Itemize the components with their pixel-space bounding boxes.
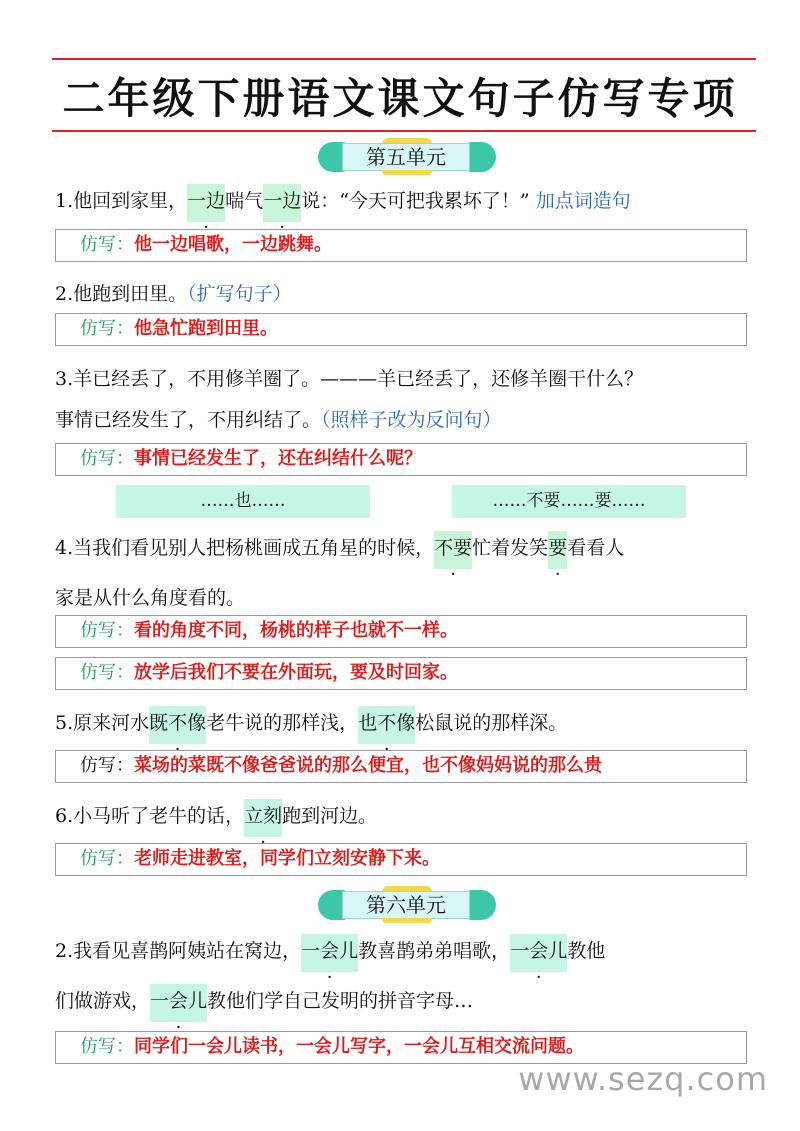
question-number: 2. (55, 940, 74, 962)
answer-label: 仿写： (80, 848, 134, 869)
question-text: 松鼠说的那样深。 (415, 712, 568, 734)
answer-label: 仿写： (80, 234, 134, 255)
banner-ornament-right (466, 142, 496, 172)
answer-text: 事情已经发生了，还在纠结什么呢？ (134, 448, 422, 469)
answer-label: 仿写： (80, 448, 134, 469)
question-text: 们做游戏， (55, 990, 151, 1012)
answer-text: 他急忙跑到田里。 (134, 318, 278, 339)
question-text: 家是从什么角度看的。 (55, 587, 246, 609)
question-text: 小马听了老牛的话， (73, 805, 245, 827)
question-text: 教他们学自己发明的拼音字母… (207, 990, 474, 1012)
answer-box-4a (55, 615, 747, 648)
unit-banner-6 (318, 886, 496, 922)
emphasis-word: 一会儿 (510, 934, 567, 972)
pattern-box-1: ……也…… (116, 485, 370, 518)
answer-box-2 (55, 313, 747, 346)
question-2 (55, 279, 292, 306)
question-6 (55, 801, 377, 828)
answer-box-5 (55, 750, 747, 783)
answer-text: 同学们一会儿读书，一会儿写字，一会儿互相交流问题。 (134, 1036, 584, 1057)
question-text: 羊已经丢了，不用修羊圈了。———羊已经丢了，还修羊圈干什么？ (73, 368, 644, 390)
emphasis-word: 不要 (434, 531, 472, 569)
question-3-line-2 (55, 405, 502, 432)
watermark: www.sezq.com (518, 1060, 768, 1098)
question-unit6-2-line-2 (55, 986, 473, 1013)
question-number: 4. (55, 537, 74, 559)
emphasis-word: 立刻 (244, 799, 282, 837)
question-text: 教喜鹊弟弟唱歌， (358, 940, 511, 962)
title-rule (52, 130, 756, 132)
answer-label: 仿写： (80, 1036, 134, 1057)
instruction-hint: （扩写句子） (187, 283, 292, 305)
question-text: 老牛说的那样浅， (206, 712, 359, 734)
question-text: 他回到家里， (73, 190, 188, 212)
emphasis-word: 一边 (187, 184, 225, 222)
question-number: 2. (55, 283, 74, 305)
question-text: 我看见喜鹊阿姨站在窝边， (73, 940, 302, 962)
question-number: 3. (55, 368, 74, 390)
question-text: 说：“今天可把我累坏了！” (301, 190, 530, 212)
emphasis-word: 一边 (263, 184, 301, 222)
banner-crown-bottom (382, 918, 432, 923)
question-1 (55, 186, 631, 213)
answer-text: 放学后我们不要在外面玩，要及时回家。 (134, 662, 458, 683)
answer-text: 看的角度不同，杨桃的样子也就不一样。 (134, 620, 458, 641)
unit-label: 第五单元 (342, 143, 470, 171)
answer-text: 菜场的菜既不像爸爸说的那么便宜，也不像妈妈说的那么贵 (134, 755, 602, 776)
answer-label: 仿写： (80, 620, 134, 641)
answer-box-6 (55, 843, 747, 876)
answer-text: 老师走进教室，同学们立刻安静下来。 (134, 848, 440, 869)
emphasis-word: 也不像 (358, 706, 415, 744)
instruction-hint: （照样子改为反问句） (321, 409, 502, 431)
question-text: 教他 (567, 940, 606, 962)
unit-label: 第六单元 (342, 891, 470, 919)
answer-box-3 (55, 443, 747, 476)
question-text: 事情已经发生了，不用纠结了。 (55, 409, 322, 431)
top-rule (52, 58, 756, 60)
question-4-line-1 (55, 533, 624, 560)
banner-crown-bottom (382, 170, 432, 175)
answer-box-1 (55, 229, 747, 262)
emphasis-word: 要 (548, 531, 567, 569)
question-text: 喘气 (225, 190, 264, 212)
emphasis-word: 一会儿 (301, 934, 358, 972)
question-number: 6. (55, 805, 74, 827)
instruction-hint: 加点词造句 (535, 190, 631, 212)
answer-label: 仿写： (80, 755, 134, 776)
question-number: 5. (55, 712, 74, 734)
answer-label: 仿写： (80, 318, 134, 339)
question-5 (55, 708, 567, 735)
emphasis-word: 既不像 (149, 706, 206, 744)
answer-text: 他一边唱歌，一边跳舞。 (134, 234, 332, 255)
question-4-line-2 (55, 583, 245, 610)
question-text: 忙着发笑 (472, 537, 549, 559)
answer-box-4b (55, 657, 747, 690)
emphasis-word: 一会儿 (150, 984, 207, 1022)
question-text: 原来河水 (73, 712, 150, 734)
question-text: 当我们看见别人把杨桃画成五角星的时候， (73, 537, 435, 559)
question-text: 跑到河边。 (282, 805, 378, 827)
question-text: 看看人 (567, 537, 625, 559)
page-title: 二年级下册语文课文句子仿写专项 (62, 74, 738, 123)
question-text: 他跑到田里。 (73, 283, 188, 305)
answer-label: 仿写： (80, 662, 134, 683)
unit-banner-5 (318, 138, 496, 174)
banner-ornament-right (466, 890, 496, 920)
question-unit6-2-line-1 (55, 936, 605, 963)
pattern-box-2: ……不要……要…… (452, 485, 686, 518)
question-3-line-1 (55, 364, 643, 391)
question-number: 1. (55, 190, 74, 212)
